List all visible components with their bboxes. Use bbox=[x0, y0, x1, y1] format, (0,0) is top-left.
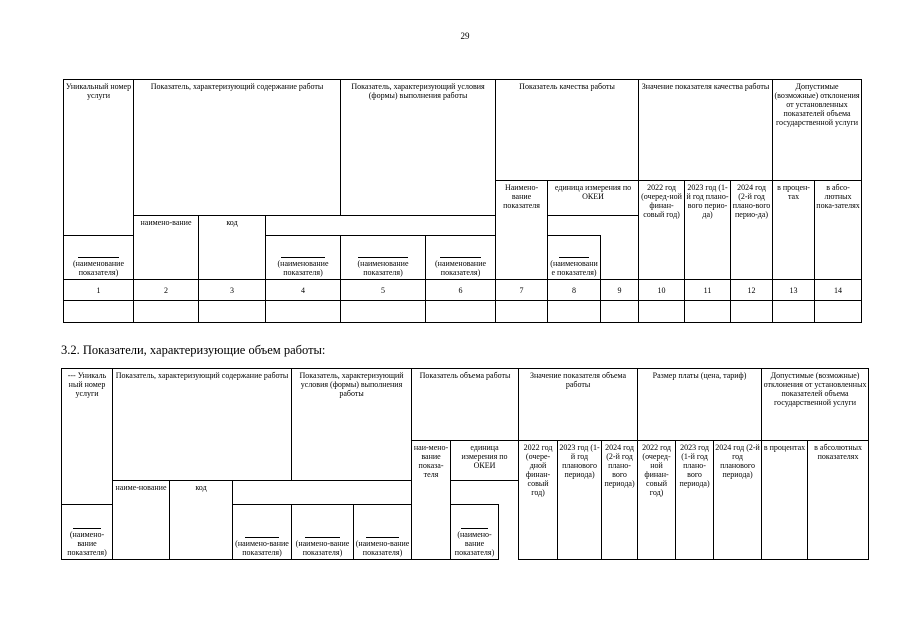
data-cell bbox=[199, 301, 266, 323]
column-number: 6 bbox=[426, 280, 496, 301]
header-year-2024: 2024 год (2-й год плано-вого перио-да) bbox=[731, 181, 773, 280]
data-cell bbox=[639, 301, 685, 323]
sub-name-cell: (наименование показателя) bbox=[64, 236, 134, 280]
volume-indicators-table bbox=[61, 368, 869, 560]
sub-name-cell: (наимено-вание показателя) bbox=[292, 505, 354, 560]
column-number: 14 bbox=[815, 280, 862, 301]
column-number: 2 bbox=[134, 280, 199, 301]
sub-name-cell: (наименование показателя) bbox=[548, 236, 601, 280]
sub-name-cell: (наимено-вание показателя) bbox=[233, 505, 292, 560]
page-number: 29 bbox=[460, 31, 470, 41]
header-deviation: Допустимые (возможные) отклонения от установленных показателей объема государственной услуги bbox=[773, 80, 862, 181]
header-volume-indicator: Показатель объема работы bbox=[412, 369, 519, 441]
header-deviation-percent: в процентах bbox=[762, 441, 808, 560]
column-number: 7 bbox=[496, 280, 548, 301]
sub-name-cell: (наименование показателя) bbox=[341, 236, 426, 280]
data-cell bbox=[134, 301, 199, 323]
header-unique-number: --- Уникаль ный номер услуги bbox=[62, 369, 113, 505]
data-cell bbox=[815, 301, 862, 323]
data-cell bbox=[601, 301, 639, 323]
column-number: 10 bbox=[639, 280, 685, 301]
header-indicator-name: Наимено-вание показателя bbox=[496, 181, 548, 280]
column-number: 3 bbox=[199, 280, 266, 301]
header-volume-2023: 2023 год (1-й год планового периода) bbox=[558, 441, 602, 560]
header-year-2023: 2023 год (1-й год плано-вого перио-да) bbox=[685, 181, 731, 280]
header-volume-2022: 2022 год (очере-дной финан-совый год) bbox=[519, 441, 558, 560]
data-cell bbox=[773, 301, 815, 323]
header-unit-name: наиме-нование bbox=[113, 481, 170, 560]
column-number: 11 bbox=[685, 280, 731, 301]
data-cell bbox=[685, 301, 731, 323]
header-conditions-indicator: Показатель, характеризующий условия (формы) выполнения работы bbox=[341, 80, 496, 216]
data-cell bbox=[731, 301, 773, 323]
data-cell bbox=[548, 301, 601, 323]
header-quality-indicator: Показатель качества работы bbox=[496, 80, 639, 181]
header-deviation: Допустимые (возможные) отклонения от установленных показателей объема государственной услуги bbox=[762, 369, 869, 441]
header-indicator-name: наи-мено-вание показа-теля bbox=[412, 441, 451, 560]
header-deviation-absolute: в абсолютных показателях bbox=[808, 441, 869, 560]
quality-indicators-table bbox=[63, 79, 862, 323]
header-content-indicator: Показатель, характеризующий содержание работы bbox=[113, 369, 292, 481]
column-number: 12 bbox=[731, 280, 773, 301]
column-number: 8 bbox=[548, 280, 601, 301]
section-title: 3.2. Показатели, характеризующие объем работы: bbox=[61, 343, 326, 357]
header-fee-2024: 2024 год (2-й год планового периода) bbox=[714, 441, 762, 560]
data-cell bbox=[341, 301, 426, 323]
sub-name-cell: (наимено-вание показателя) bbox=[354, 505, 412, 560]
header-conditions-indicator: Показатель, характеризующий условия (формы) выполнения работы bbox=[292, 369, 412, 481]
header-unit-code: код bbox=[170, 481, 233, 560]
header-deviation-percent: в процен-тах bbox=[773, 181, 815, 280]
header-unit-okei: единица измерения по ОКЕИ bbox=[451, 441, 519, 481]
column-number: 13 bbox=[773, 280, 815, 301]
header-deviation-absolute: в абсо-лютных пока-зателях bbox=[815, 181, 862, 280]
header-unit-name: наимено-вание bbox=[134, 216, 199, 280]
header-fee-2023: 2023 год (1-й год плано-вого периода) bbox=[676, 441, 714, 560]
column-number: 9 bbox=[601, 280, 639, 301]
column-number-row bbox=[64, 280, 862, 301]
data-cell bbox=[426, 301, 496, 323]
header-volume-value: Значение показателя объема работы bbox=[519, 369, 638, 441]
data-cell bbox=[266, 301, 341, 323]
empty-data-row bbox=[64, 301, 862, 323]
sub-name-cell: (наименование показателя) bbox=[266, 236, 341, 280]
data-cell bbox=[496, 301, 548, 323]
header-quality-value: Значение показателя качества работы bbox=[639, 80, 773, 181]
sub-name-cell: (наименование показателя) bbox=[426, 236, 496, 280]
header-unique-number: Уникальный номер услуги bbox=[64, 80, 134, 236]
header-unit-code: код bbox=[199, 216, 266, 280]
data-cell bbox=[64, 301, 134, 323]
header-fee: Размер платы (цена, тариф) bbox=[638, 369, 762, 441]
column-number: 1 bbox=[64, 280, 134, 301]
header-year-2022: 2022 год (очеред-ной финан-совый год) bbox=[639, 181, 685, 280]
header-fee-2022: 2022 год (очеред-ной финан-совый год) bbox=[638, 441, 676, 560]
sub-name-cell: (наимено-вание показателя) bbox=[451, 505, 499, 560]
sub-name-cell: (наимено-вание показателя) bbox=[62, 505, 113, 560]
header-content-indicator: Показатель, характеризующий содержание работы bbox=[134, 80, 341, 216]
column-number: 4 bbox=[266, 280, 341, 301]
header-volume-2024: 2024 год (2-й год плано-вого периода) bbox=[602, 441, 638, 560]
column-number: 5 bbox=[341, 280, 426, 301]
header-unit-okei: единица измерения по ОКЕИ bbox=[548, 181, 639, 216]
